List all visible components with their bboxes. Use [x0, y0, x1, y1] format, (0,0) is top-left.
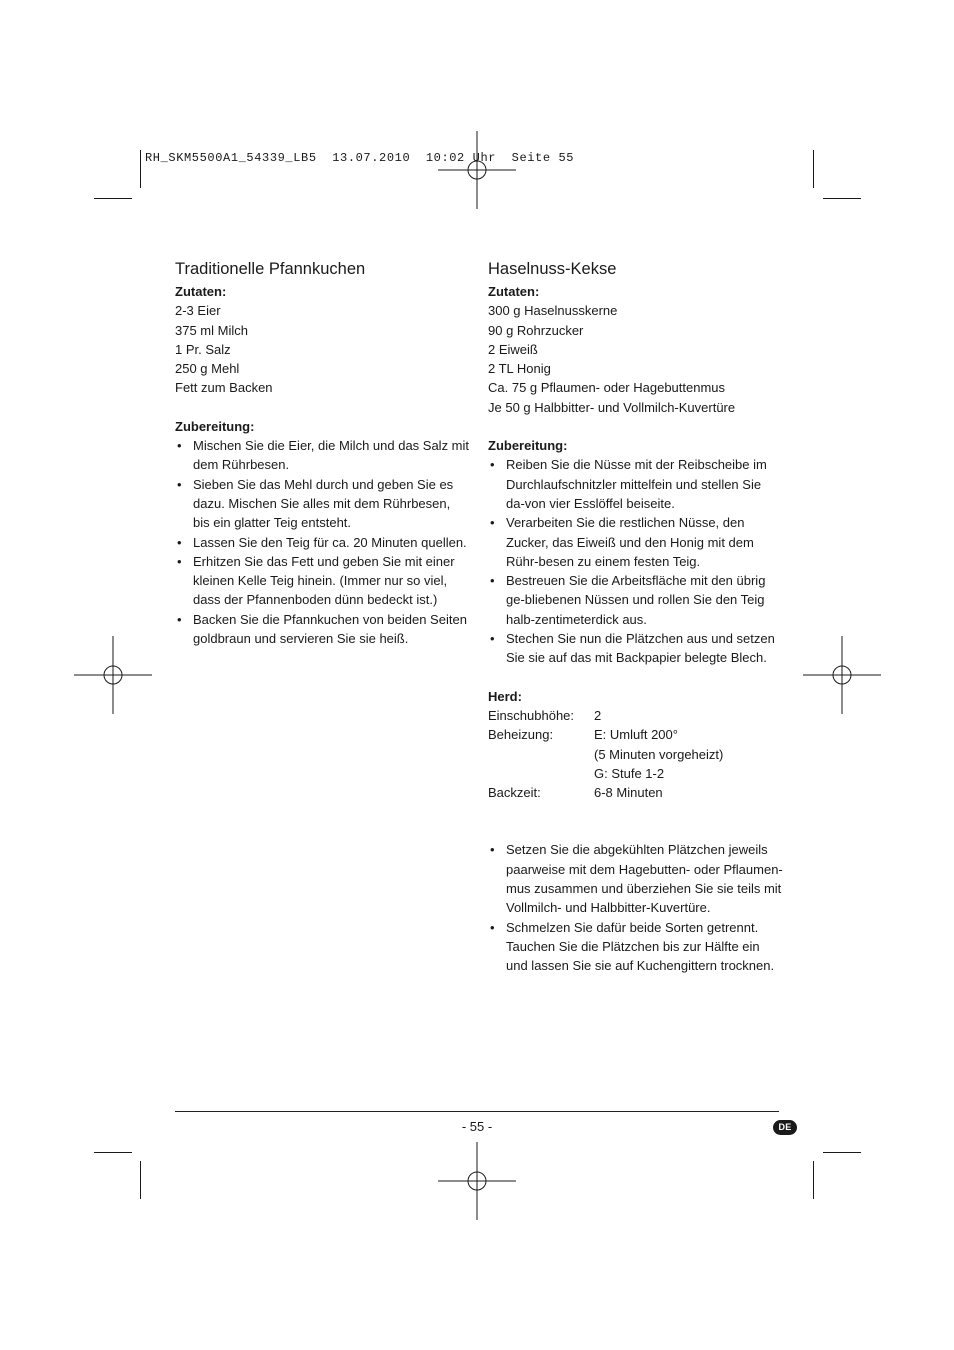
herd-value: 2 — [594, 707, 602, 723]
herd-beheizung-row — [488, 725, 783, 783]
preparation-steps — [488, 455, 783, 667]
recipe-pfannkuchen — [175, 258, 470, 648]
step-item: • Setzen Sie die abgekühlten Plätzchen jeweils paarweise mit dem Hagebutten- oder Pflaumen-mus zusammen und überziehen Sie sie teils mit Vollmilch- und Halbbitter-Kuvertüre. — [488, 840, 783, 917]
ingredient-item: 2 Eiweiß — [488, 341, 538, 357]
registration-mark-right-icon — [803, 636, 881, 714]
ingredient-item: 375 ml Milch — [175, 322, 248, 338]
ingredient-item: 300 g Haselnusskerne — [488, 303, 618, 319]
ingredient-item: 90 g Rohrzucker — [488, 322, 584, 338]
step-item: • Schmelzen Sie dafür beide Sorten getrennt. Tauchen Sie die Plätzchen bis zur Hälfte ein und lassen Sie sie auf Kuchengittern trocknen. — [488, 918, 783, 976]
language-badge: DE — [773, 1120, 797, 1135]
herd-value: 6-8 Minuten — [594, 785, 663, 801]
herd-heading: Herd: — [488, 688, 522, 704]
preparation-heading: Zubereitung: — [175, 418, 255, 434]
step-item: • Mischen Sie die Eier, die Milch und das Salz mit dem Rührbesen. — [175, 436, 470, 475]
step-item: • Bestreuen Sie die Arbeitsfläche mit den übrig ge-bliebenen Nüssen und rollen Sie den Teig halb-zentimeterdick aus. — [488, 571, 783, 629]
page-number: - 55 - — [461, 1119, 493, 1134]
registration-mark-bottom-icon — [438, 1142, 516, 1220]
crop-mark-tl-v — [140, 150, 141, 188]
herd-label: Beheizung: — [488, 727, 554, 743]
preparation-heading: Zubereitung: — [488, 438, 568, 454]
final-steps — [488, 840, 783, 975]
step-item: • Stechen Sie nun die Plätzchen aus und setzen Sie sie auf das mit Backpapier belegte Blech. — [488, 629, 783, 668]
registration-mark-top-icon — [438, 131, 516, 209]
ingredient-item: Ca. 75 g Pflaumen- oder Hagebuttenmus — [488, 380, 726, 396]
herd-label: Einschubhöhe: — [488, 707, 575, 723]
ingredient-item: 2 TL Honig — [488, 361, 551, 377]
ingredient-item: Fett zum Backen — [175, 380, 273, 396]
herd-value: E: Umluft 200° — [594, 727, 678, 743]
step-item: • Verarbeiten Sie die restlichen Nüsse, den Zucker, das Eiweiß und den Honig mit dem Rühr-besen zu einem festen Teig. — [488, 513, 783, 571]
step-item: • Backen Sie die Pfannkuchen von beiden Seiten goldbraun und servieren Sie sie heiß. — [175, 610, 470, 649]
herd-value: G: Stufe 1-2 — [594, 765, 665, 781]
ingredients-heading: Zutaten: — [175, 284, 227, 299]
ingredient-item: Je 50 g Halbbitter- und Vollmilch-Kuvertüre — [488, 399, 736, 415]
step-item: • Lassen Sie den Teig für ca. 20 Minuten quellen. — [175, 533, 470, 552]
recipe-haselnuss-kekse — [488, 258, 783, 976]
ingredient-item: 250 g Mehl — [175, 361, 240, 377]
crop-mark-tr-h — [823, 198, 861, 199]
ingredient-item: 1 Pr. Salz — [175, 341, 231, 357]
crop-mark-tl-h — [94, 198, 132, 199]
footer-divider — [175, 1111, 779, 1112]
crop-mark-bl-v — [140, 1161, 141, 1199]
registration-mark-left-icon — [74, 636, 152, 714]
step-item: • Erhitzen Sie das Fett und geben Sie mit einer kleinen Kelle Teig hinein. (Immer nur so viel, dass der Pfannenboden dünn bedeckt ist.) — [175, 552, 470, 610]
preparation-steps — [175, 436, 470, 648]
herd-label: Backzeit: — [488, 785, 541, 801]
ingredient-item: 2-3 Eier — [175, 303, 221, 319]
herd-backzeit-row — [488, 783, 783, 802]
ingredients-list — [175, 301, 470, 397]
crop-mark-bl-h — [94, 1152, 132, 1153]
herd-einschub-row — [488, 706, 783, 725]
print-slug: RH_SKM5500A1_54339_LB5 13.07.2010 10:02 Uhr Seite 55 — [145, 151, 575, 165]
ingredients-list — [488, 301, 783, 417]
crop-mark-tr-v — [813, 150, 814, 188]
herd-value: (5 Minuten vorgeheizt) — [594, 746, 724, 762]
recipe-title: Traditionelle Pfannkuchen — [175, 260, 366, 278]
ingredients-heading: Zutaten: — [488, 284, 540, 299]
crop-mark-br-v — [813, 1161, 814, 1199]
step-item: • Reiben Sie die Nüsse mit der Reibscheibe im Durchlaufschnitzler mittelfein und stellen Sie da-von vier Esslöffel beiseite. — [488, 455, 783, 513]
recipe-title: Haselnuss-Kekse — [488, 260, 617, 278]
step-item: • Sieben Sie das Mehl durch und geben Sie es dazu. Mischen Sie alles mit dem Rührbesen, bis ein glatter Teig entsteht. — [175, 475, 470, 533]
crop-mark-br-h — [823, 1152, 861, 1153]
